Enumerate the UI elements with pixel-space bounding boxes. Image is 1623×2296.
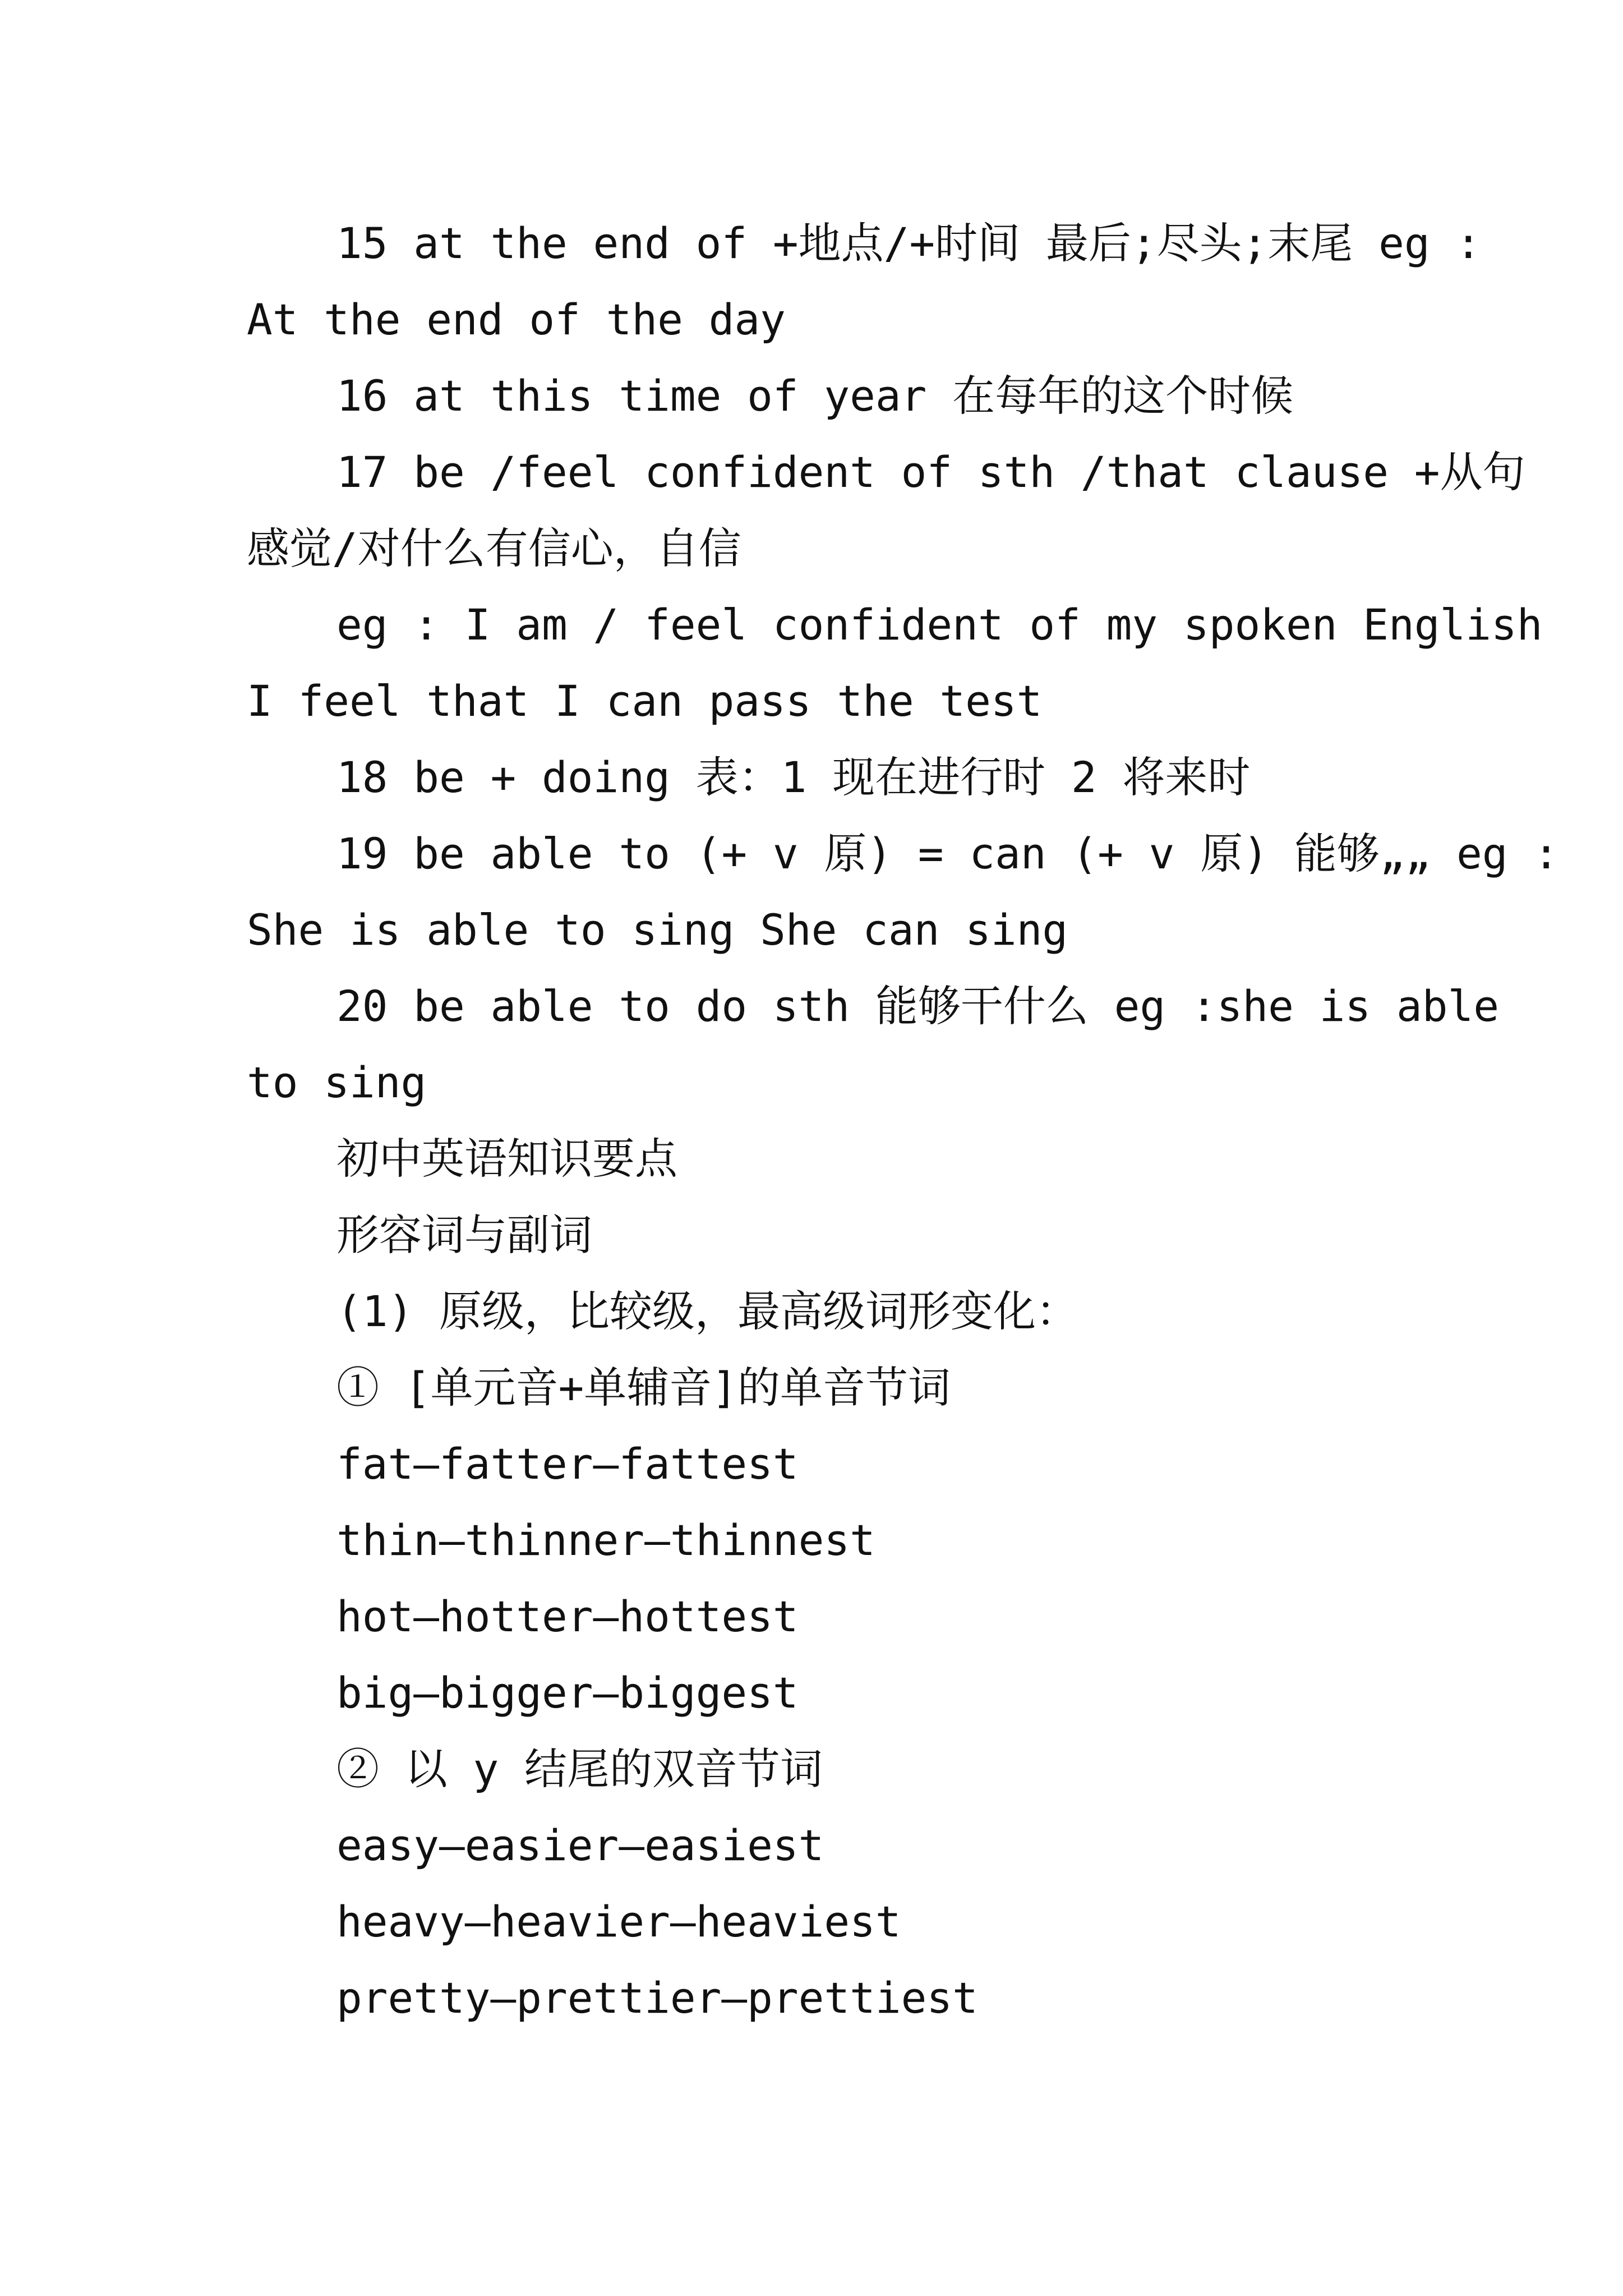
text-line-16: ① [单元音+单辅音]的单音节词 <box>336 1363 951 1412</box>
text-line-12: to sing <box>247 1057 427 1107</box>
text-line-2: At the end of the day <box>247 295 786 344</box>
text-line-11: 20 be able to do sth 能够干什么 eg :she is able <box>336 981 1499 1031</box>
example-line-3: hot—hotter—hottest <box>336 1591 799 1641</box>
text-line-3: 16 at this time of year 在每年的这个时候 <box>336 371 1294 421</box>
subsection-heading: 形容词与副词 <box>336 1210 592 1260</box>
text-line-1: 15 at the end of +地点/+时间 最后;尽头;末尾 eg : <box>336 218 1482 268</box>
example-line-2: thin—thinner—thinnest <box>336 1515 875 1565</box>
text-line-6: eg : I am / feel confident of my spoken English <box>336 600 1543 650</box>
example-line-6: heavy—heavier—heaviest <box>336 1897 901 1947</box>
example-line-4: big—bigger—biggest <box>336 1668 799 1718</box>
text-line-5: 感觉/对什么有信心，自信 <box>247 523 741 573</box>
text-line-9: 19 be able to (+ v 原) = can (+ v 原) 能够„„ eg : <box>336 829 1559 878</box>
text-line-15: (1) 原级，比较级，最高级词形变化： <box>336 1286 1079 1336</box>
text-line-21: ② 以 y 结尾的双音节词 <box>336 1744 823 1794</box>
example-line-1: fat—fatter—fattest <box>336 1439 799 1489</box>
text-line-7: I feel that I can pass the test <box>247 676 1043 726</box>
text-line-4: 17 be /feel confident of sth /that clause +从句 <box>336 447 1525 497</box>
text-line-8: 18 be + doing 表：1 现在进行时 2 将来时 <box>336 752 1251 802</box>
example-line-5: easy—easier—easiest <box>336 1820 824 1870</box>
section-heading: 初中英语知识要点 <box>336 1134 677 1184</box>
example-line-7: pretty—prettier—prettiest <box>336 1973 978 2023</box>
text-line-10: She is able to sing She can sing <box>247 905 1068 955</box>
